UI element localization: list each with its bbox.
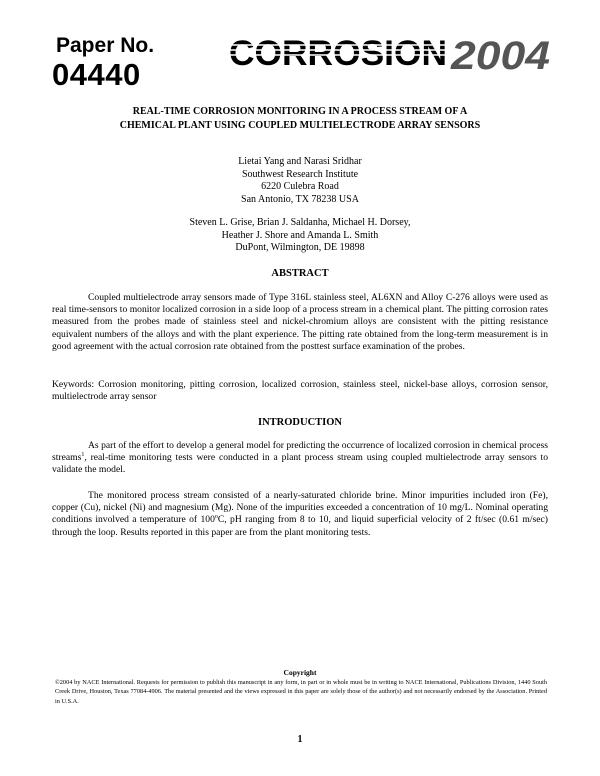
copyright-body: ©2004 by NACE International. Requests for permission to publish this manuscript in any form, in part or in whole must be in writing to NACE International, Publications Division, 1440 South Creek Drive, Houston, Texas 77084-4906. The material presented and the views expressed in this paper are solely those of the author(s) and not necessarily endorsed by the Association. Printed in U.S.A. bbox=[55, 679, 547, 705]
title-line: REAL-TIME CORROSION MONITORING IN A PROCESS STREAM OF A bbox=[132, 106, 468, 117]
citation-marker: 1 bbox=[81, 452, 85, 459]
intro-p1-text: As part of the effort to develop a general model for predicting the occurrence of localized corrosion in chemical process streams bbox=[52, 440, 548, 464]
author-institution: Southwest Research Institute bbox=[241, 168, 359, 180]
introduction-paragraph-1 bbox=[52, 440, 548, 477]
author-names: Lietai Yang and Narasi Sridhar bbox=[238, 156, 362, 167]
author-affiliation: DuPont, Wilmington, DE 19898 bbox=[235, 242, 365, 253]
paper-label: Paper No. bbox=[56, 34, 155, 57]
author-street: 6220 Culebra Road bbox=[261, 181, 339, 192]
logo-year: 2004 bbox=[449, 34, 550, 74]
abstract-heading: ABSTRACT bbox=[271, 268, 329, 279]
page-number: 1 bbox=[297, 734, 303, 745]
author-city: San Antonio, TX 78238 USA bbox=[241, 193, 359, 205]
keywords: Keywords: Corrosion monitoring, pitting corrosion, localized corrosion, stainless steel, nickel-base alloys, corrosion sensor, multielectrode array sensor bbox=[52, 379, 548, 403]
introduction-paragraph-2 bbox=[52, 490, 548, 539]
title-line: CHEMICAL PLANT USING COUPLED MULTIELECTRODE ARRAY SENSORS bbox=[119, 120, 481, 131]
author-block-1 bbox=[0, 156, 600, 206]
author-names: Steven L. Grise, Brian J. Saldanha, Michael H. Dorsey, bbox=[189, 217, 411, 228]
degree-marker: o bbox=[214, 514, 218, 521]
intro-p2-text: The monitored process stream consisted of a nearly-saturated chloride brine. Minor impurities included iron (Fe), copper (Cu), nickel (Ni) and magnesium (Mg). None of the impurities exceeded a concentration of 10 mg/L. Nominal operating conditions involved a temperature of 100 bbox=[52, 490, 548, 526]
paper-title bbox=[0, 105, 600, 133]
logo-word: CORROSION bbox=[229, 34, 447, 73]
intro-p1-text: , real-time monitoring tests were conducted in a plant process stream using coupled multielectrode array sensors to validate the model. bbox=[52, 452, 548, 476]
author-names: Heather J. Shore and Amanda L. Smith bbox=[221, 229, 379, 241]
paper-number: 04440 bbox=[52, 57, 141, 92]
introduction-heading: INTRODUCTION bbox=[257, 417, 342, 428]
intro-p2-text: C, pH ranging from 8 to 10, and liquid superficial velocity of 2 ft/sec (0.61 m/sec) through the loop. Results reported in this paper are from the plant monitoring tests. bbox=[52, 514, 548, 538]
corrosion-2004-logo bbox=[227, 32, 552, 74]
copyright-heading: Copyright bbox=[283, 668, 317, 677]
abstract-body: Coupled multielectrode array sensors made of Type 316L stainless steel, AL6XN and Alloy C-276 alloys were used as real time-sensors to monitor localized corrosion in a side loop of a process stream in a chemical plant. The pitting corrosion rates measured from the probes made of stainless steel and nickel-chromium alloys are consistent with the pitting resistance equivalent numbers of the alloys and with the plant experience. The pitting rate obtained from the long-term measurement is in good agreement with the actual corrosion rate obtained from the posttest surface examination of the probes. bbox=[52, 292, 548, 352]
author-block-2 bbox=[0, 217, 600, 255]
